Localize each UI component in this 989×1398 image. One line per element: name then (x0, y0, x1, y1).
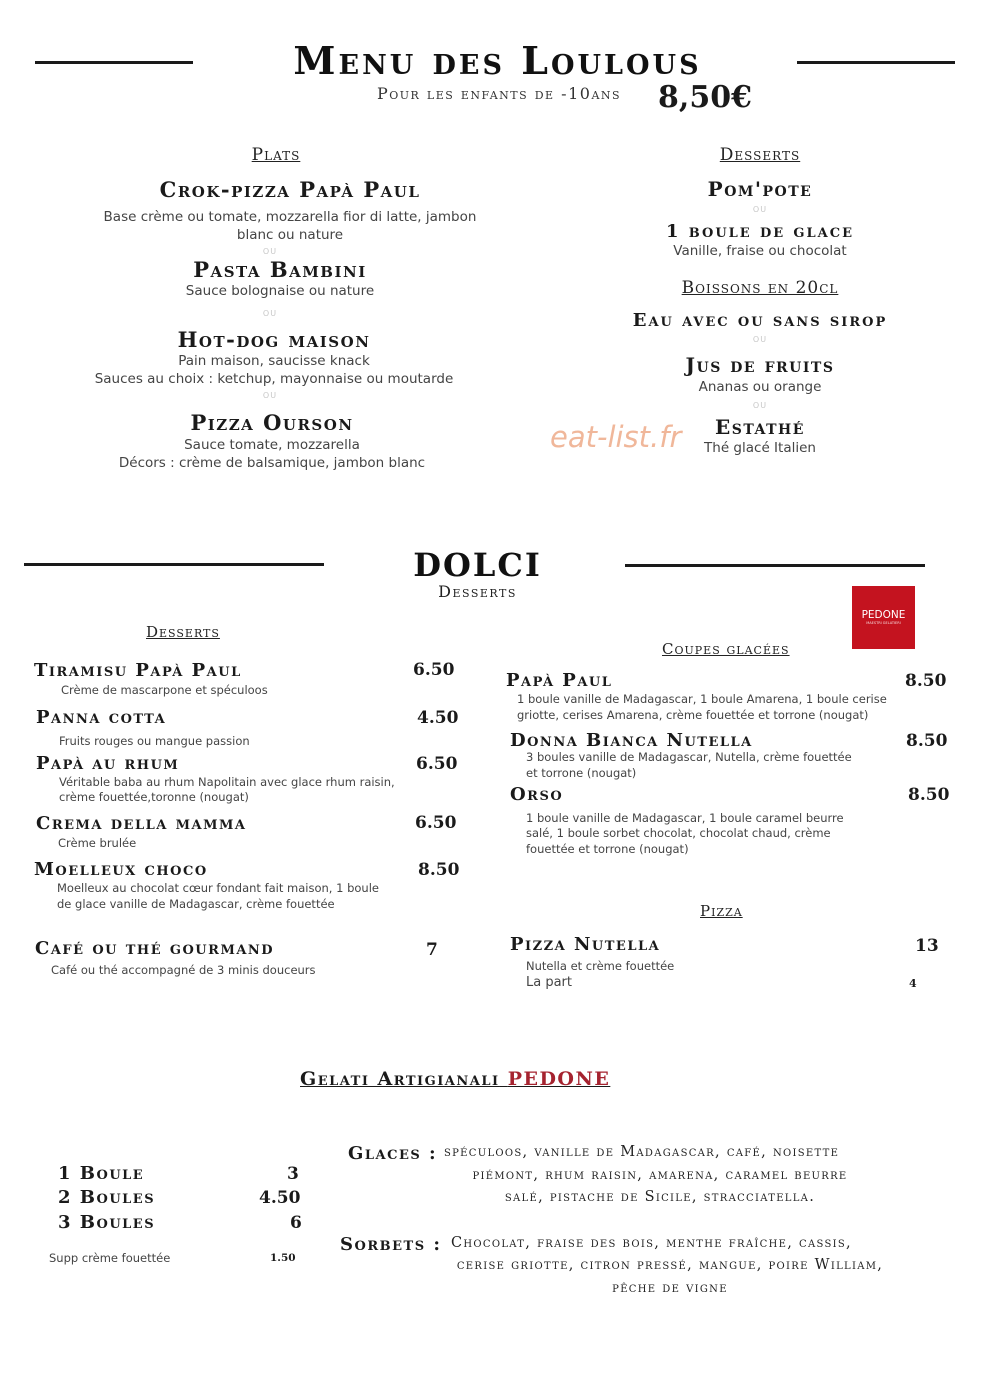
plats-heading: Plats (251, 145, 301, 165)
sorbets-list: Chocolat, fraise des bois, menthe fraîche, cassis, (451, 1235, 852, 1251)
kids-desserts-column (600, 145, 920, 457)
coupe-name: Papà Paul (506, 670, 613, 691)
coupe-desc: 3 boules vanille de Madagascar, Nutella, crème fouettée (526, 750, 852, 764)
dessert-name: Panna cotta (36, 707, 167, 728)
pedone-logo-subtext: MAESTRI GELATIERI (866, 621, 901, 625)
sorbets-label: Sorbets : (340, 1234, 442, 1255)
sorbets-list: cerise griotte, citron pressé, mangue, poire William, (456, 1257, 884, 1273)
kids-menu-subtitle: Pour les enfants de -10ans (377, 84, 622, 103)
coupe-desc: salé, 1 boule sorbet chocolat, chocolat chaud, crème (526, 826, 831, 840)
scoop-label: 1 Boule (58, 1163, 145, 1184)
glaces-label: Glaces : (348, 1143, 438, 1164)
coupe-desc: et torrone (nougat) (526, 766, 637, 780)
ou-separator: ou (262, 388, 278, 401)
dolci-desserts-heading: Desserts (146, 623, 220, 641)
scoop-price: 6 (290, 1213, 302, 1233)
dessert-desc: Véritable baba au rhum Napolitain avec glace rhum raisin, (59, 775, 395, 789)
plat-item-name: Pizza Ourson (190, 410, 354, 435)
coupe-name: Orso (510, 784, 564, 805)
boisson-desc: Thé glacé Italien (704, 440, 816, 456)
plats-column (70, 145, 510, 472)
dessert-desc: crème fouettée,toronne (nougat) (59, 790, 249, 804)
gelati-brand: PEDONE (507, 1068, 611, 1090)
coupe-desc: fouettée et torrone (nougat) (526, 842, 689, 856)
plat-item-desc: Sauce bolognaise ou nature (185, 283, 375, 299)
dessert-name: Moelleux choco (34, 859, 208, 880)
gelati-title-text: Gelati Artigianali (300, 1068, 500, 1090)
glaces-list: piémont, rhum raisin, amarena, caramel beurre (472, 1167, 848, 1183)
kids-dessert-name: Pom'pote (707, 177, 813, 201)
coupe-name: Donna Bianca Nutella (510, 730, 753, 751)
ou-separator: ou (752, 398, 768, 411)
plat-item-desc: Sauces au choix : ketchup, mayonnaise ou moutarde (94, 371, 454, 387)
dessert-desc: Crème brulée (58, 836, 137, 850)
dessert-price: 4.50 (417, 708, 459, 728)
coupe-desc: 1 boule vanille de Madagascar, 1 boule Amarena, 1 boule cerise (517, 692, 887, 706)
coupe-desc: 1 boule vanille de Madagascar, 1 boule caramel beurre (526, 811, 844, 825)
pizza-heading: Pizza (700, 902, 743, 920)
coupe-price: 8.50 (908, 785, 950, 805)
coupe-price: 8.50 (906, 731, 948, 751)
dessert-price: 7 (426, 940, 438, 960)
boisson-name: Jus de fruits (685, 353, 835, 377)
kids-menu-title: Menu des Loulous (293, 38, 702, 83)
scoop-price: 3 (287, 1164, 299, 1184)
dessert-desc: Fruits rouges ou mangue passion (59, 734, 250, 748)
divider-left-dolci (24, 563, 324, 566)
boisson-name: Estathé (715, 415, 805, 439)
ou-separator: ou (752, 202, 768, 215)
dessert-price: 8.50 (418, 860, 460, 880)
pizza-price: 13 (915, 936, 939, 956)
dolci-subtitle: Desserts (438, 582, 517, 601)
dessert-desc: Moelleux au chocolat cœur fondant fait maison, 1 boule (57, 881, 379, 895)
kids-dessert-desc: Vanille, fraise ou chocolat (673, 243, 847, 259)
plat-item-desc: Base crème ou tomate, mozzarella fior di latte, jambon (103, 209, 477, 225)
scoop-label: 3 Boules (58, 1212, 156, 1233)
dolci-title: DOLCI (413, 546, 542, 584)
ou-separator: ou (752, 332, 768, 345)
plat-item-desc: Décors : crème de balsamique, jambon blanc (118, 455, 426, 471)
dessert-desc: Crème de mascarpone et spéculoos (61, 683, 268, 697)
pizza-name: Pizza Nutella (510, 934, 661, 955)
supp-price: 1.50 (270, 1252, 296, 1264)
supp-label: Supp crème fouettée (49, 1251, 171, 1265)
pedone-logo (852, 586, 915, 649)
boisson-name: Eau avec ou sans sirop (632, 310, 888, 331)
divider-right-dolci (625, 564, 925, 567)
dessert-desc: de glace vanille de Madagascar, crème fouettée (57, 897, 335, 911)
plat-item-name: Hot-dog maison (177, 327, 371, 352)
plat-item-name: Crok-pizza Papà Paul (159, 177, 421, 202)
coupe-desc: griotte, cerises Amarena, crème fouettée et torrone (nougat) (517, 708, 869, 722)
ou-separator: ou (262, 244, 278, 257)
coupes-heading: Coupes glacées (662, 640, 790, 658)
pizza-slice-label: La part (526, 975, 573, 990)
pedone-logo-text: PEDONE (861, 609, 906, 621)
scoop-price: 4.50 (259, 1188, 301, 1208)
plat-item-name: Pasta Bambini (193, 257, 367, 282)
dessert-price: 6.50 (415, 813, 457, 833)
sorbets-list: pêche de vigne (612, 1280, 728, 1296)
ou-separator: ou (262, 306, 278, 319)
dessert-desc: Café ou thé accompagné de 3 minis douceurs (51, 963, 316, 977)
plat-item-desc: Sauce tomate, mozzarella (184, 437, 360, 453)
dessert-price: 6.50 (413, 660, 455, 680)
pizza-desc: Nutella et crème fouettée (526, 959, 675, 973)
pizza-slice-price: 4 (909, 977, 917, 990)
kids-dessert-name: 1 boule de glace (665, 221, 855, 242)
dessert-name: Crema della mamma (36, 813, 247, 834)
glaces-list: spéculoos, vanille de Madagascar, café, noisette (444, 1144, 840, 1160)
scoop-label: 2 Boules (58, 1187, 156, 1208)
divider-right-top (797, 61, 955, 64)
dessert-name: Tiramisu Papà Paul (34, 660, 242, 681)
watermark-text: eat-list.fr (550, 420, 682, 454)
divider-left-top (35, 61, 193, 64)
dessert-price: 6.50 (416, 754, 458, 774)
kids-menu-price: 8,50€ (658, 80, 752, 115)
boisson-desc: Ananas ou orange (698, 379, 822, 395)
coupe-price: 8.50 (905, 671, 947, 691)
plat-item-desc: blanc ou nature (236, 227, 344, 243)
dessert-name: Café ou thé gourmand (35, 938, 275, 959)
kids-desserts-heading: Desserts (719, 145, 801, 165)
plat-item-desc: Pain maison, saucisse knack (178, 353, 370, 369)
glaces-list: salé, pistache de Sicile, stracciatella. (504, 1189, 816, 1205)
dessert-name: Papà au rhum (36, 753, 180, 774)
gelati-title (300, 1068, 610, 1090)
boissons-heading: Boissons en 20cl (681, 278, 839, 298)
